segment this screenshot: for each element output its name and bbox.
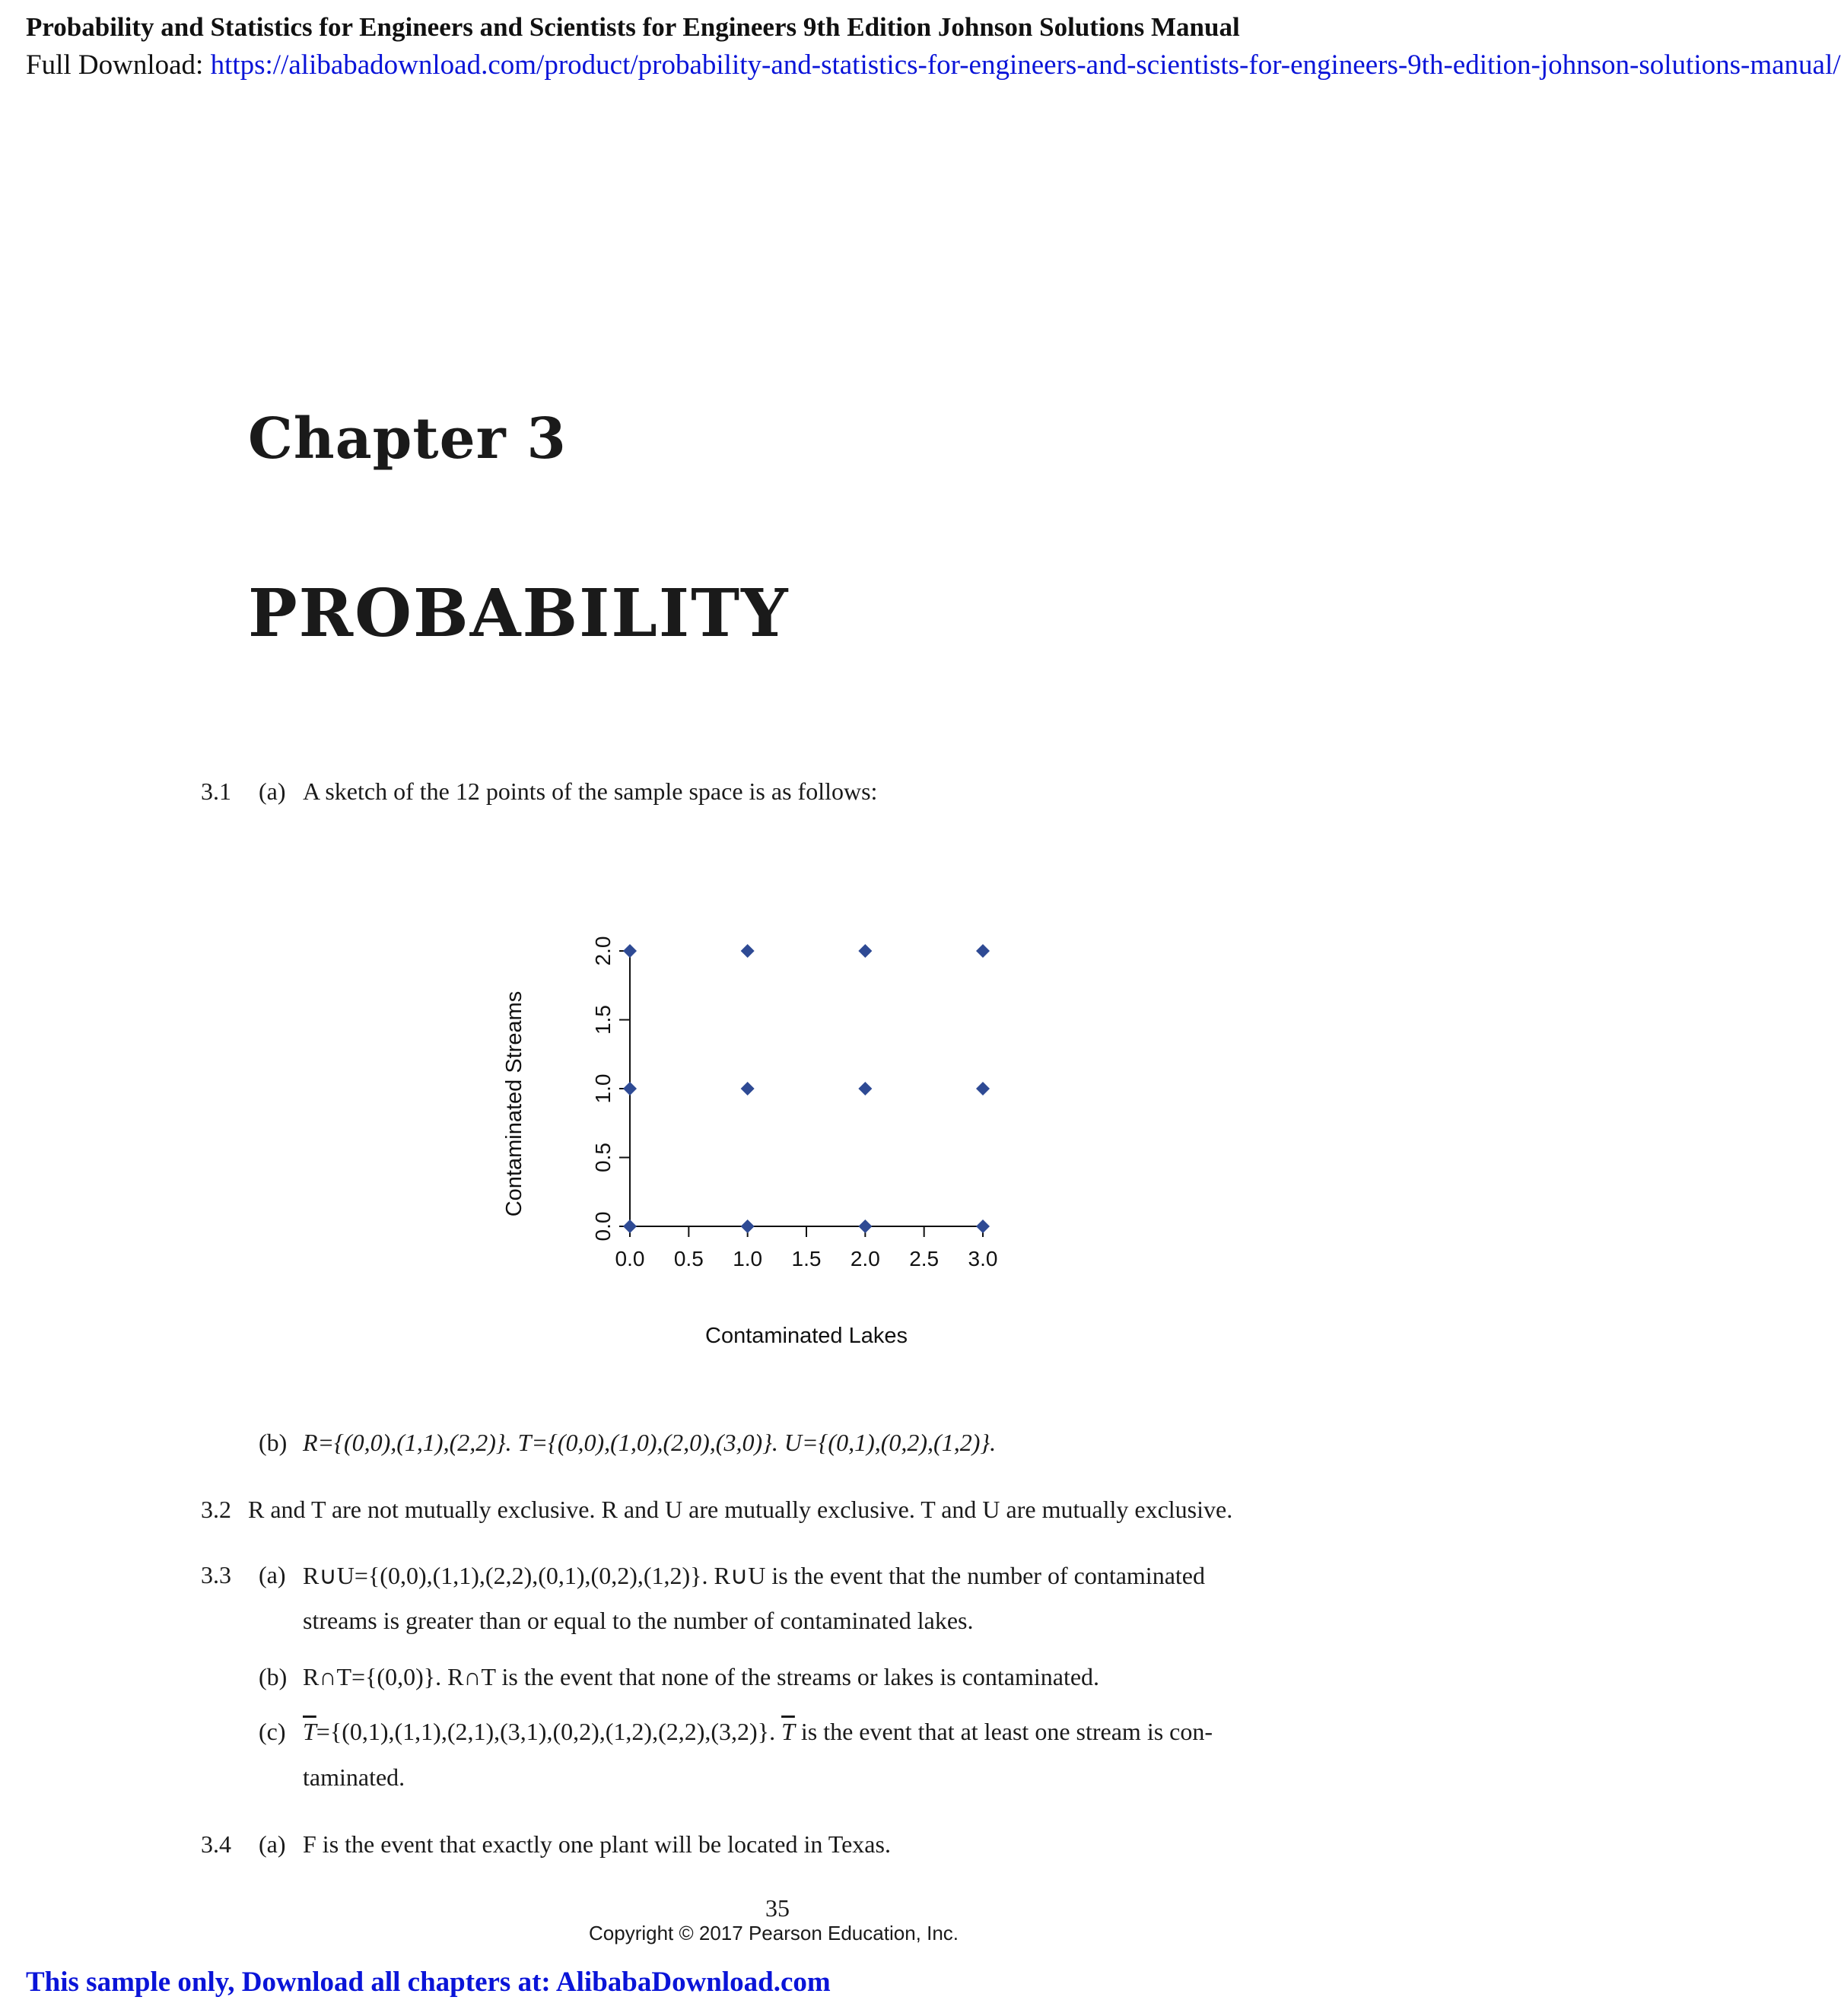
data-point: [976, 944, 990, 958]
data-point: [976, 1219, 990, 1233]
x-tick-label: 0.5: [673, 1247, 704, 1270]
x-tick-label: 2.5: [909, 1247, 940, 1270]
problem-number-3-4: 3.4: [201, 1830, 231, 1858]
problem-3-3-c-line2: taminated.: [303, 1763, 405, 1791]
problem-3-4-a-label: (a): [259, 1830, 286, 1858]
chapter-title: PROBABILITY: [248, 575, 790, 652]
problem-3-1-b-label: (b): [259, 1429, 288, 1456]
copyright-notice: Copyright © 2017 Pearson Education, Inc.: [589, 1922, 959, 1944]
sample-space-chart: [487, 913, 1019, 1373]
problem-number-3-3: 3.3: [201, 1561, 231, 1588]
document-header-title: Probability and Statistics for Engineers and Scientists for Engineers 9th Edition Johnson Solutions Manual: [26, 12, 1240, 42]
y-tick-label: 0.5: [591, 1143, 615, 1172]
chapter-label: Chapter 3: [248, 406, 567, 472]
y-axis-label: Contaminated Streams: [502, 991, 526, 1217]
x-tick-label: 1.5: [791, 1247, 822, 1270]
problem-3-2-text: R and T are not mutually exclusive. R and U are mutually exclusive. T and U are mutually exclusive.: [248, 1496, 1233, 1523]
x-tick-label: 1.0: [733, 1247, 763, 1270]
y-tick-label: 1.0: [591, 1073, 615, 1104]
data-point: [623, 944, 637, 958]
footer-download-banner: This sample only, Download all chapters at: AlibabaDownload.com: [26, 1967, 831, 1998]
x-tick-label: 0.0: [615, 1247, 645, 1270]
problem-3-1-a-text: A sketch of the 12 points of the sample space is as follows:: [303, 777, 878, 805]
page-number: 35: [765, 1894, 790, 1922]
data-point: [858, 944, 872, 958]
data-point: [976, 1082, 990, 1095]
download-line: [26, 49, 1841, 81]
y-tick-label: 0.0: [591, 1211, 615, 1242]
problem-3-3-c-label: (c): [259, 1718, 286, 1745]
problem-3-1-b-text: R={(0,0),(1,1),(2,2)}. T={(0,0),(1,0),(2,0),(3,0)}. U={(0,1),(0,2),(1,2)}.: [303, 1429, 997, 1456]
problem-3-3-b-label: (b): [259, 1663, 288, 1690]
scatter-plot: [487, 913, 1019, 1369]
problem-3-4-a-text: F is the event that exactly one plant will be located in Texas.: [303, 1830, 891, 1858]
data-point: [741, 944, 755, 958]
y-tick-label: 2.0: [591, 936, 615, 966]
download-prefix: Full Download:: [26, 49, 211, 81]
x-tick-label: 2.0: [850, 1247, 880, 1270]
download-link[interactable]: https://alibabadownload.com/product/probability-and-statistics-for-engineers-and-scientists-for-engineers-9th-edition-johnson-solutions-manual/: [210, 49, 1841, 81]
y-tick-label: 1.5: [591, 1005, 615, 1035]
data-point: [858, 1082, 872, 1095]
problem-3-3-a-line2: streams is greater than or equal to the number of contaminated lakes.: [303, 1607, 974, 1634]
problem-3-3-b-text: R∩T={(0,0)}. R∩T is the event that none of the streams or lakes is contaminated.: [303, 1663, 1100, 1690]
problem-3-1-a-label: (a): [259, 777, 286, 805]
data-point: [623, 1082, 637, 1095]
problem-number-3-1: 3.1: [201, 777, 231, 805]
data-point: [741, 1082, 755, 1095]
problem-3-3-c-line1: $\overline{T}=\{(0,1),(1,1),(2,1),(3,1),(0,2),(1,2),(2,2),(3,2)\}$. $\overline{T}$ is the event that at least one stream is con-: [303, 1718, 1213, 1745]
problem-3-3-a-line1: R∪U={(0,0),(1,1),(2,2),(0,1),(0,2),(1,2)}. R∪U is the event that the number of contaminated: [303, 1562, 1205, 1589]
problem-number-3-2: 3.2: [201, 1496, 231, 1523]
data-point: [623, 1219, 637, 1233]
data-point: [858, 1219, 872, 1233]
x-axis-label: Contaminated Lakes: [705, 1324, 908, 1348]
data-point: [741, 1219, 755, 1233]
x-tick-label: 3.0: [968, 1247, 998, 1270]
problem-3-3-a-label: (a): [259, 1561, 286, 1588]
